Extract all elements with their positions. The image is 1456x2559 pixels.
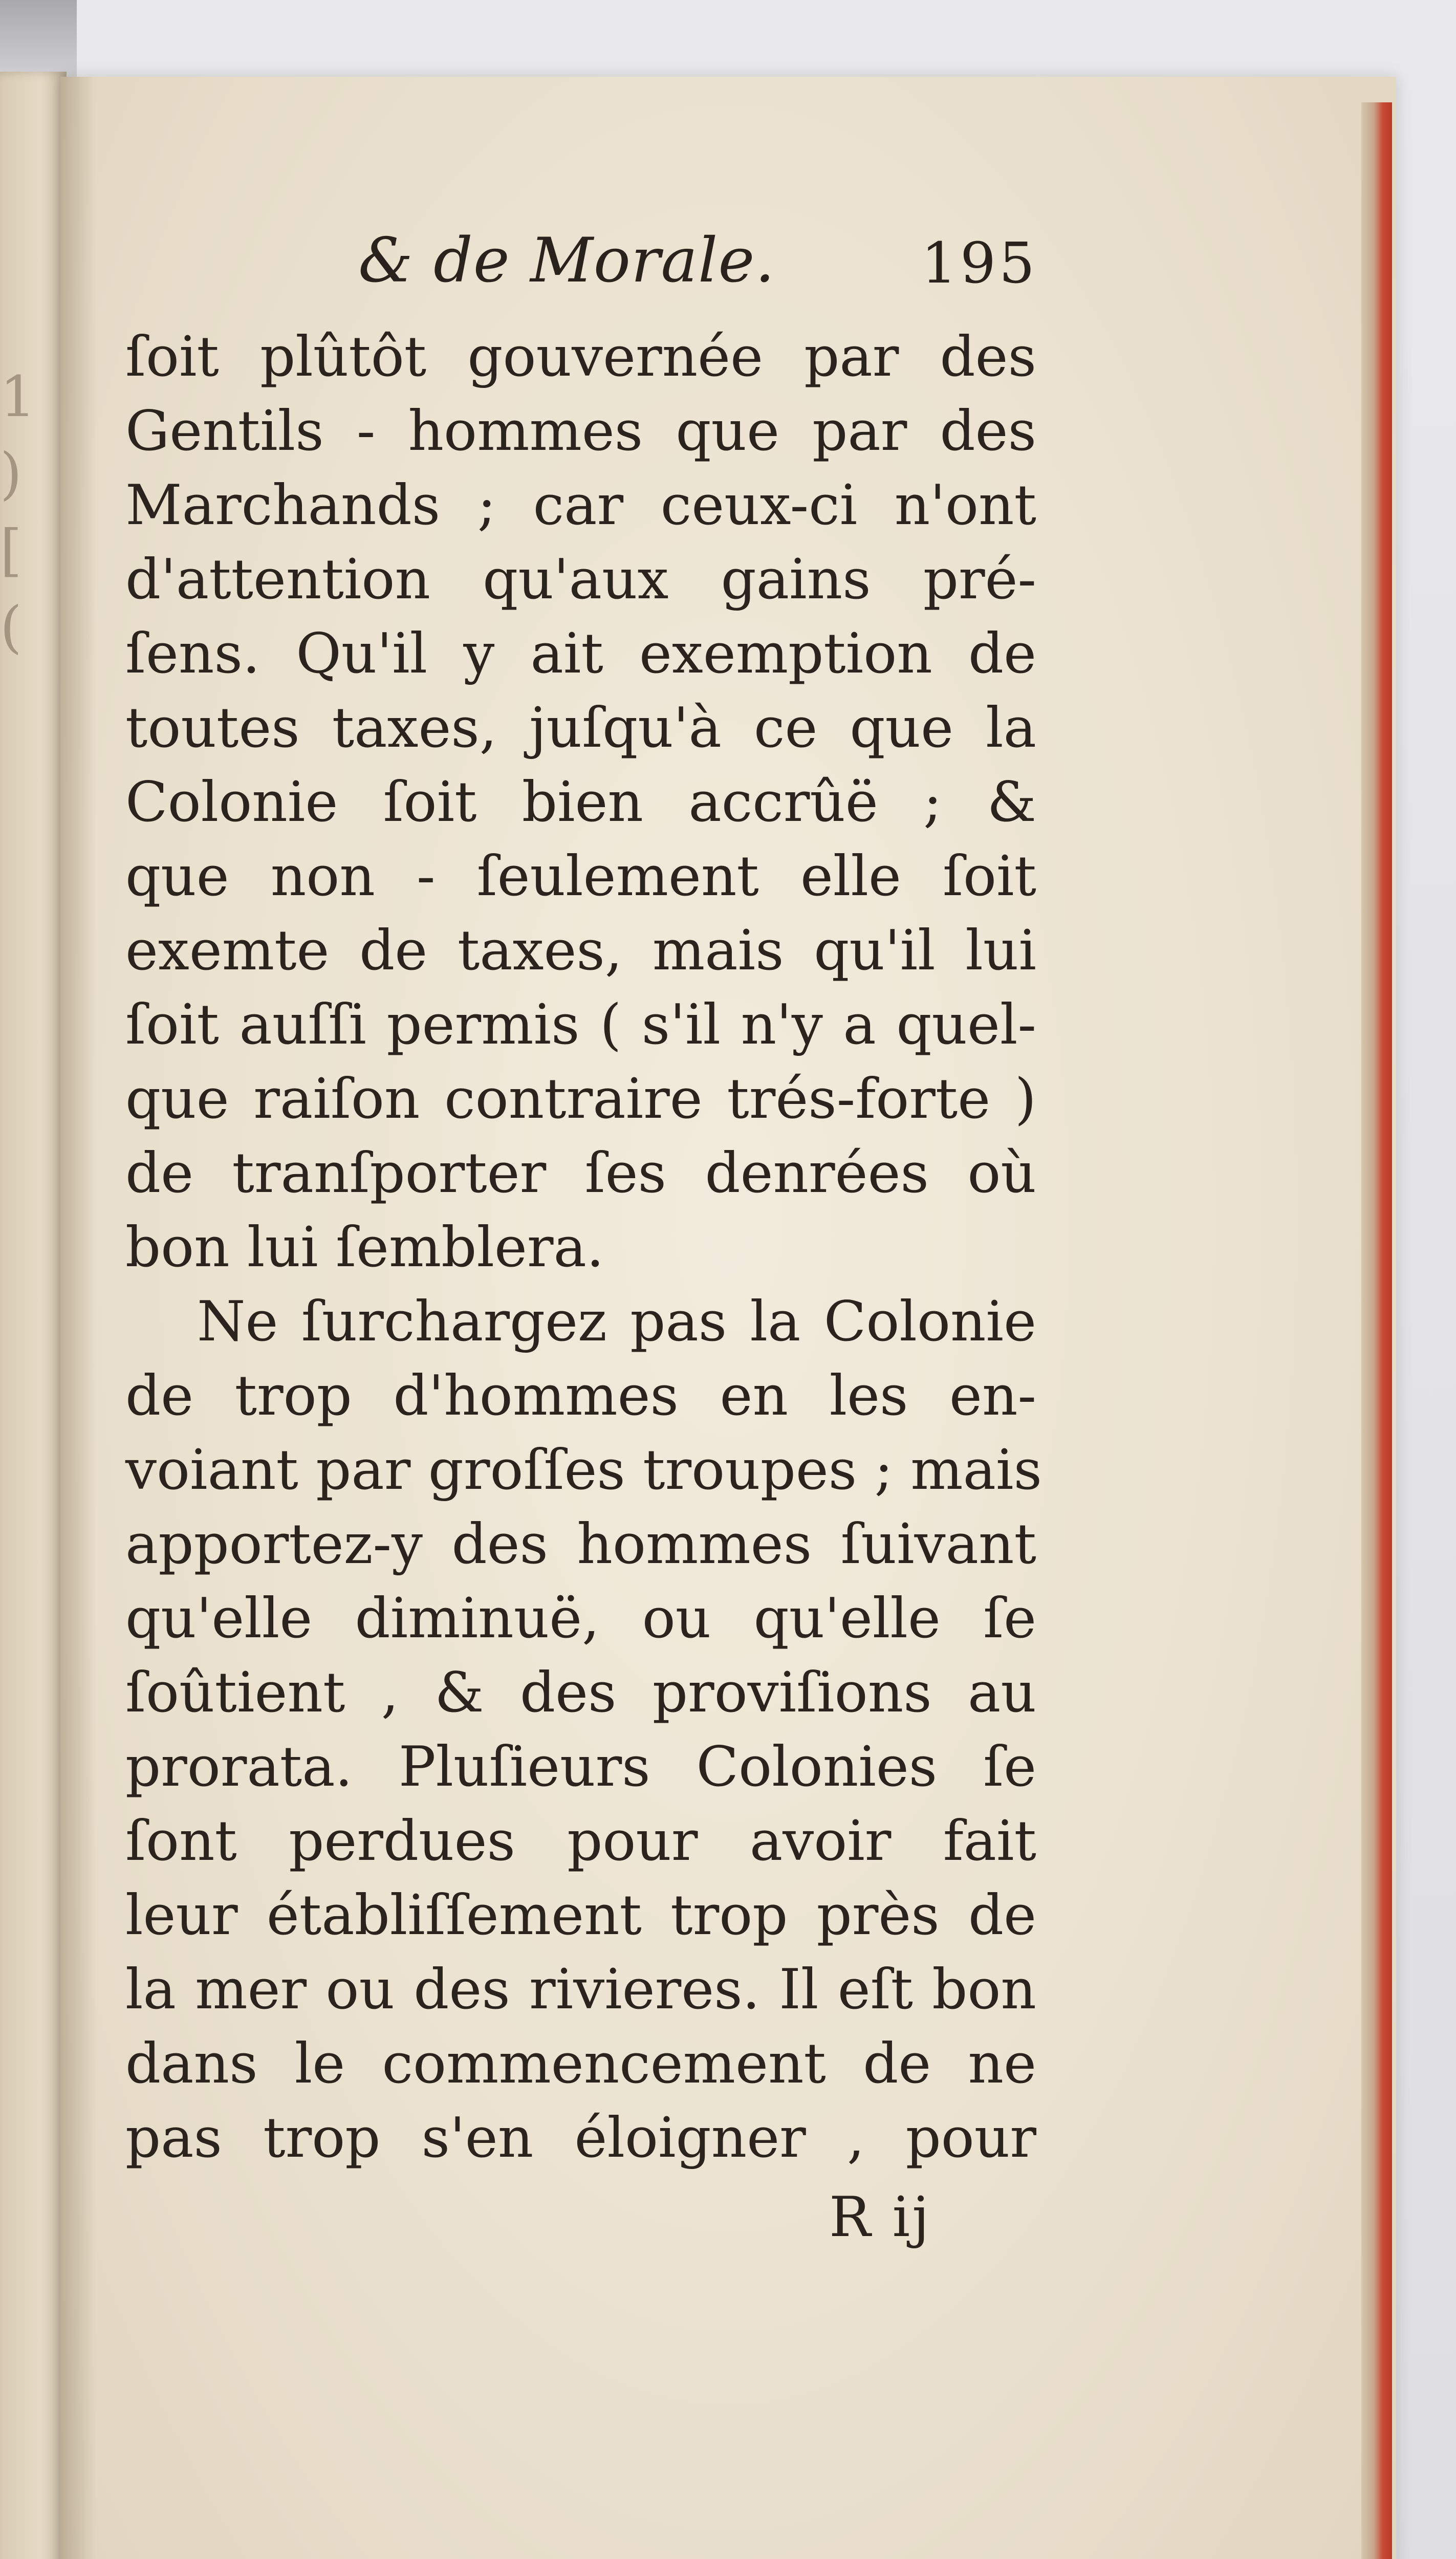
text-line: apportez-y des hommes ſuivant: [125, 1512, 1036, 1576]
text-line: Colonie ſoit bien accrûë ; &: [125, 770, 1036, 834]
text-line: qu'elle diminuë, ou qu'elle ſe: [125, 1587, 1036, 1651]
text-line: Marchands ; car ceux-ci n'ont: [125, 473, 1036, 537]
running-head: & de Morale.: [358, 225, 775, 296]
text-line: ſoûtient , & des proviſions au: [125, 1661, 1036, 1725]
page-gutter-shadow: [60, 77, 96, 2559]
text-line: exemte de taxes, mais qu'il lui: [125, 919, 1036, 983]
text-line: de tranſporter ſes denrées où: [125, 1141, 1036, 1205]
facing-page-edge: [0, 72, 67, 2559]
text-line: Gentils - hommes que par des: [125, 399, 1036, 463]
page-red-edge-right: [1361, 102, 1392, 2559]
text-line: ſens. Qu'il y ait exemption de: [125, 622, 1036, 686]
facing-page-glyph: 1: [0, 364, 36, 429]
facing-page-glyphs: [0, 358, 36, 665]
text-line: prorata. Pluſieurs Colonies ſe: [125, 1735, 1036, 1799]
text-line: que raiſon contraire trés-forte ): [125, 1067, 1036, 1131]
facing-page-glyph: (: [0, 594, 22, 660]
text-line: de trop d'hommes en les en-: [125, 1364, 1036, 1428]
paragraph-2: [125, 1285, 1042, 2175]
text-line: toutes taxes, juſqu'à ce que la: [125, 696, 1036, 760]
text-line: que non - ſeulement elle ſoit: [125, 844, 1036, 908]
page-number: 195: [921, 230, 1038, 296]
text-line: ſoit auſſi permis ( s'il n'y a quel-: [125, 993, 1036, 1057]
facing-page-glyph: [: [0, 517, 22, 583]
text-line: leur établiſſement trop près de: [125, 1883, 1036, 1947]
text-line: ſoit plûtôt gouvernée par des: [125, 325, 1036, 389]
facing-page-glyph: ): [0, 441, 22, 506]
signature-mark: R ij: [829, 2185, 931, 2249]
text-line: la mer ou des rivieres. Il eſt bon: [125, 1958, 1036, 2022]
paragraph-1: [125, 320, 1036, 1285]
text-line: pas trop s'en éloigner , pour: [125, 2106, 1036, 2170]
text-line: bon lui ſemblera.: [125, 1216, 604, 1280]
text-line: dans le commencement de ne: [125, 2032, 1036, 2096]
text-line: Ne ſurchargez pas la Colonie: [197, 1290, 1036, 1354]
body-text: [125, 320, 1042, 2175]
text-line: d'attention qu'aux gains pré-: [125, 548, 1036, 612]
text-line: voiant par groſſes troupes ; mais: [125, 1438, 1042, 1502]
text-line: ſont perdues pour avoir fait: [125, 1809, 1036, 1873]
